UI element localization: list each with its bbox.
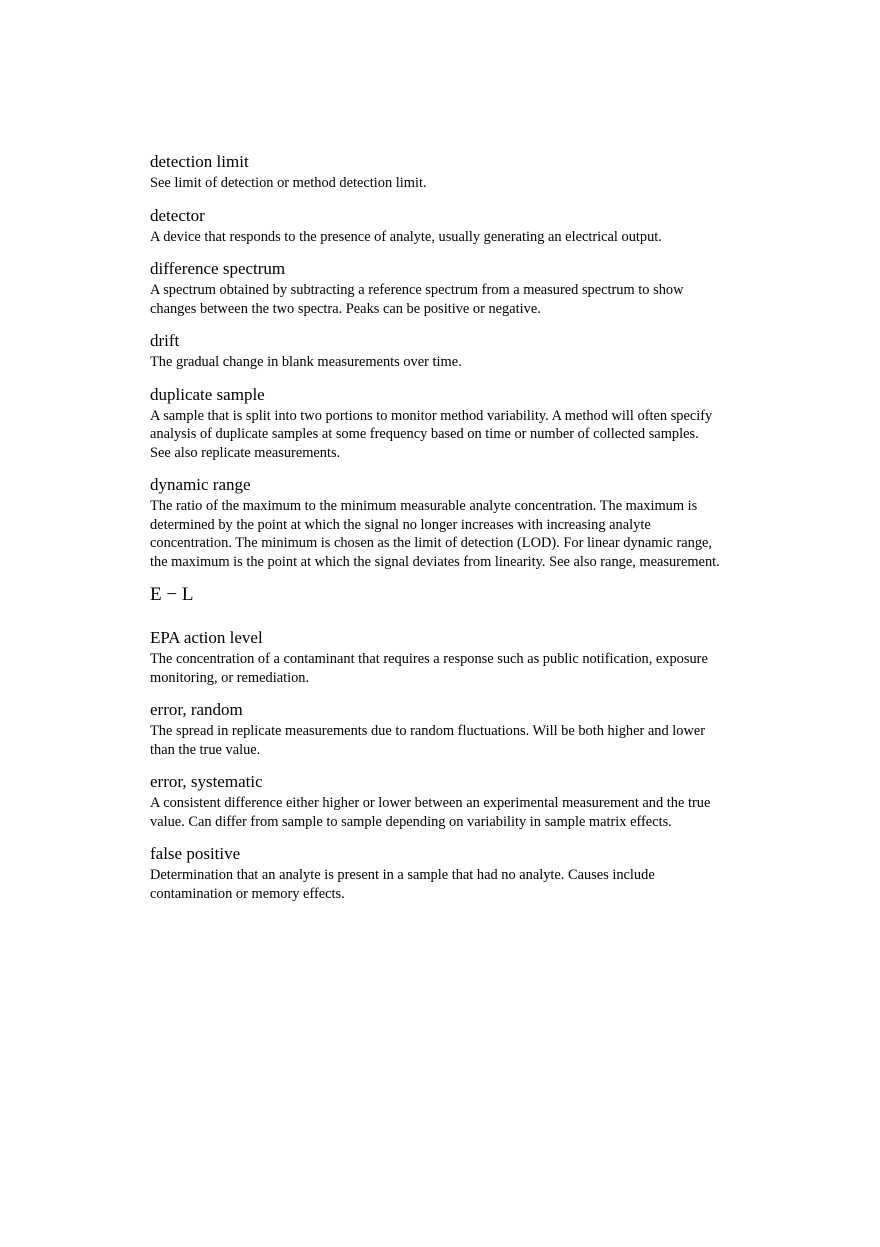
glossary-entry-false-positive (150, 843, 722, 903)
glossary-term: duplicate sample (150, 384, 265, 404)
glossary-term: drift (150, 331, 180, 350)
glossary-term: error, random (150, 700, 243, 719)
glossary-entry-detection-limit (150, 151, 722, 193)
glossary-term: detection limit (150, 152, 249, 171)
glossary-term: dynamic range (150, 475, 251, 494)
glossary-term: false positive (150, 844, 241, 863)
glossary-definition: A consistent difference either higher or lower between an experimental measurement and the true value. Can differ from sample to sample depending on variability in sample matrix effects. (150, 795, 711, 830)
glossary-definition: Determination that an analyte is present in a sample that had no analyte. Causes include contamination or memory effects. (150, 867, 655, 902)
glossary-entry-error-random (150, 699, 722, 759)
glossary-term: difference spectrum (150, 259, 286, 278)
glossary-entry-difference-spectrum (150, 258, 722, 318)
glossary-entry-epa-action-level (150, 627, 722, 687)
glossary-entry-dynamic-range (150, 474, 722, 571)
glossary-term: detector (150, 205, 205, 225)
glossary-entry-detector (150, 205, 722, 247)
glossary (150, 151, 722, 915)
glossary-definition: See limit of detection or method detection limit. (150, 175, 427, 191)
glossary-definition: The ratio of the maximum to the minimum measurable analyte concentration. The maximum is determined by the point at which the signal no longer increases with increasing analyte concentration. The minimum is chosen as the limit of detection (LOD). For linear dynamic range, the maximum is the point at which the signal deviates from linearity. See also range, measurement. (150, 498, 720, 570)
glossary-entry-drift (150, 330, 722, 372)
glossary-entry-duplicate-sample (150, 384, 722, 463)
glossary-definition: A device that responds to the presence of analyte, usually generating an electrical output. (150, 228, 662, 245)
glossary-definition: The concentration of a contaminant that requires a response such as public notification, exposure monitoring, or remediation. (150, 651, 708, 686)
glossary-definition: The gradual change in blank measurements over time. (150, 354, 462, 370)
glossary-definition: A spectrum obtained by subtracting a reference spectrum from a measured spectrum to show changes between the two spectra. Peaks can be positive or negative. (150, 282, 684, 317)
section-heading: E − L (150, 584, 194, 605)
glossary-definition: The spread in replicate measurements due to random fluctuations. Will be both higher and lower than the true value. (150, 723, 706, 758)
glossary-definition: A sample that is split into two portions to monitor method variability. A method will often specify analysis of duplicate samples at some frequency based on time or number of collected samples. See also replicate measurements. (150, 407, 713, 461)
glossary-entry-error-systematic (150, 771, 722, 831)
glossary-term: error, systematic (150, 772, 263, 791)
glossary-term: EPA action level (150, 628, 263, 647)
